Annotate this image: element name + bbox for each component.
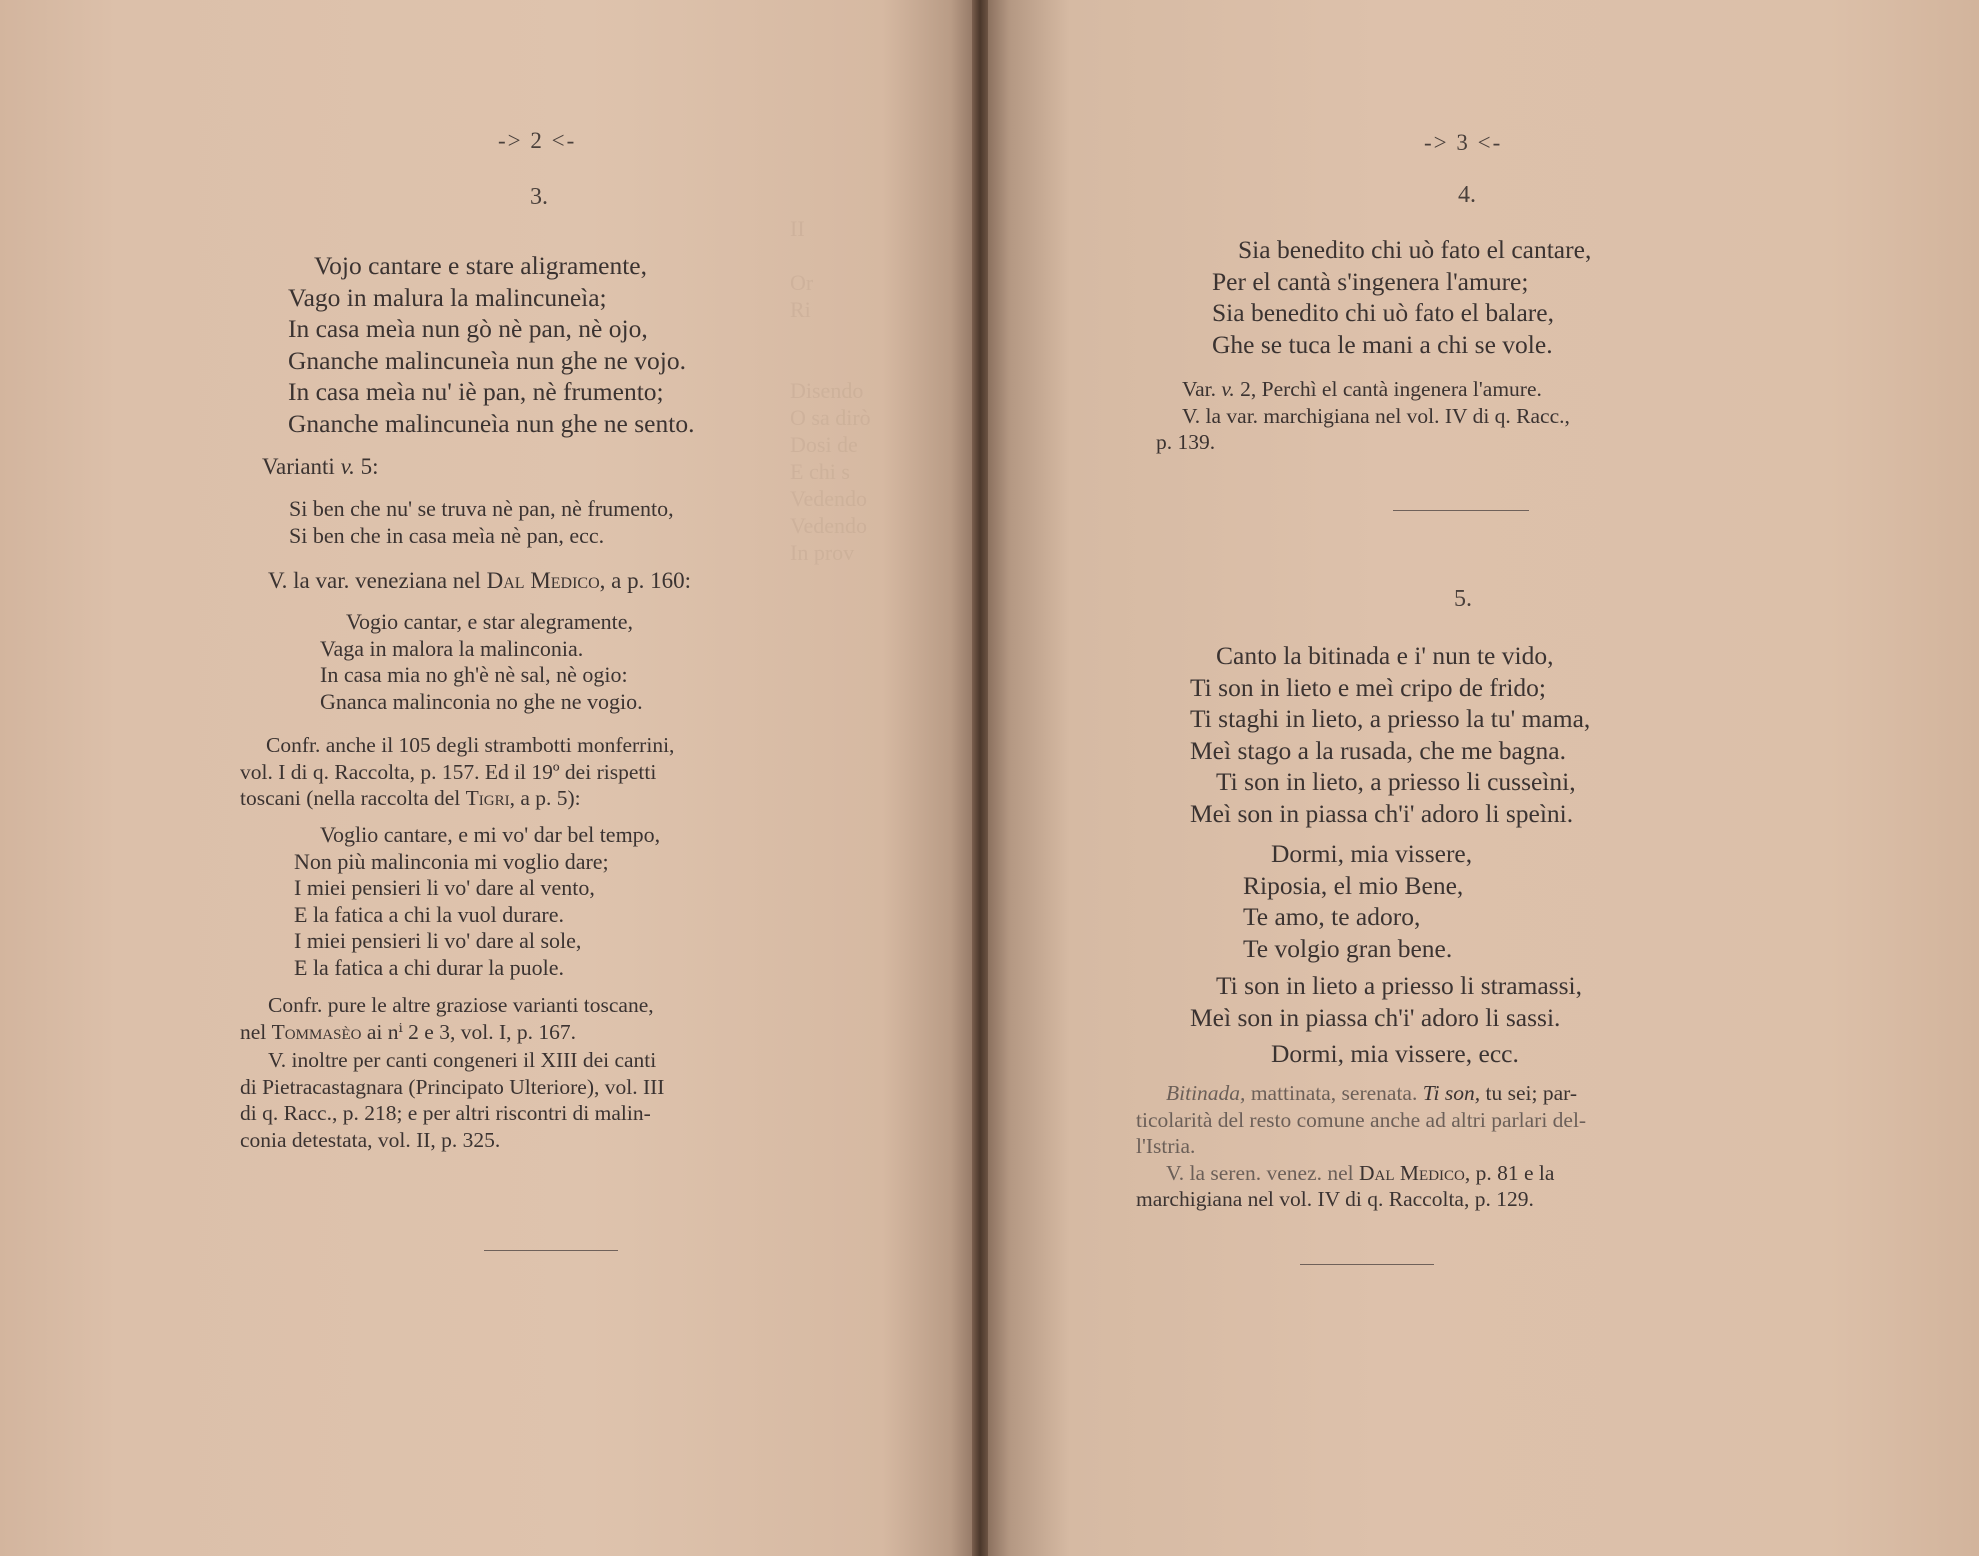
venetian-verses [320,609,643,715]
bleed-through-text: II Or Ri Disendo O sa dirò Dosi de E chi s Vedendo Vedendo In prov [790,216,871,565]
verse-line: Voglio cantare, e mi vo' dar bel tempo, [320,822,661,847]
verse-line: E la fatica a chi durar la puole. [294,954,564,980]
verse-line: Gnanche malincuneìa nun ghe ne vojo. [288,345,686,375]
poem-4-verses [1212,234,1591,360]
variant-verses [289,496,674,549]
poem-number: 3. [530,184,548,210]
verse-line: Meì son in piassa ch'i' adoro li speìni. [1190,798,1574,828]
confr-note-1: Confr. anche il 105 degli strambotti monferrini, vol. I di q. Raccolta, p. 157. Ed il 19º dei rispetti toscani (nella raccolta del Tigri, a p. 5): [240,733,675,810]
book-gutter [972,0,988,1556]
verse-line: Gnanca malinconia no ghe ne vogio. [320,688,643,714]
verse-line: Vogio cantar, e star alegramente, [346,609,634,634]
verse-line: I miei pensieri li vo' dare al vento, [294,875,595,900]
verse-line: Meì son in piassa ch'i' adoro li sassi. [1190,1002,1561,1032]
verse-line: Vago in malura la malincuneìa; [288,282,607,312]
verse-line: Ti son in lieto e meì cripo de frido; [1190,672,1547,702]
confr-note-2: Confr. pure le altre graziose varianti toscane, nel Tommasèo ai nⁱ 2 e 3, vol. I, p. 167. [240,993,654,1044]
verse-line: Per el cantà s'ingenera l'amure; [1212,266,1529,296]
verse-line: Dormi, mia vissere, [1271,839,1473,868]
verse-line: Riposia, el mio Bene, [1243,870,1464,900]
venetian-intro: V. la var. veneziana nel Dal Medico, a p. 160: [268,568,692,593]
page-number: -> 2 <- [498,128,577,153]
verse-line: In casa meìa nun gò nè pan, nè ojo, [288,314,648,344]
section-divider [1393,510,1529,511]
verse-line: Ghe se tuca le mani a chi se vole. [1212,329,1553,359]
verse-line: Sia benedito chi uò fato el cantare, [1238,235,1592,264]
poem-4-notes: Var. v. 2, Perchì el cantà ingenera l'amure. V. la var. marchigiana nel vol. IV di q. Racc., p. 139. [1156,377,1570,454]
poem-5-end-verses [1190,970,1582,1033]
verse-line: Sia benedito chi uò fato el balare, [1212,298,1554,328]
verse-line: E la fatica a chi la vuol durare. [294,901,564,927]
tuscan-verses [294,822,660,981]
verse-line: Ti son in lieto, a priesso li cusseìni, [1216,767,1576,797]
verse-line: Gnanche malincuneìa nun ghe ne sento. [288,408,695,438]
verse-line: Te amo, te adoro, [1243,902,1421,932]
verse-line: Canto la bitinada e i' nun te vido, [1216,641,1554,670]
verse-line: In casa mia no gh'è nè sal, nè ogio: [320,662,628,687]
poem-number: 5. [1454,586,1472,612]
verse-line: Vojo cantare e stare aligramente, [314,251,647,280]
verse-line: Ti son in lieto a priesso li stramassi, [1216,971,1582,1000]
section-divider [1300,1264,1434,1265]
right-page [980,0,1979,1556]
verse-line: Si ben che in casa meìa nè pan, ecc. [289,522,605,548]
verse-line: Si ben che nu' se truva nè pan, nè frumento, [289,496,674,521]
verse-line: Ti staghi in lieto, a priesso la tu' mama, [1190,704,1591,734]
refrain-verses [1243,838,1472,964]
page-number: -> 3 <- [1424,130,1503,155]
poem-number: 4. [1458,182,1476,208]
verse-line: Non più malinconia mi voglio dare; [294,848,609,874]
varianti-label: Varianti v. 5: [262,454,379,479]
verse-line: Vaga in malora la malinconia. [320,635,584,661]
poem-5-verses [1180,640,1590,830]
refrain-ecc: Dormi, mia vissere, ecc. [1271,1039,1519,1068]
section-divider [484,1250,618,1251]
poem-3-verses [288,250,694,440]
verse-line: In casa meìa nu' iè pan, nè frumento; [288,377,664,407]
verse-line: I miei pensieri li vo' dare al sole, [294,928,582,953]
poem-5-notes: Bitinada, mattinata, serenata. Ti son, tu sei; par- ticolarità del resto comune anche ad altri parlari del- l'Istria. V. la seren. venez. nel Dal Medico, p. 81 e la marchigiana nel vol. IV di q. Raccolta, p. 129. [1136,1081,1587,1211]
left-page [0,0,980,1556]
inoltre-note: V. inoltre per canti congeneri il XIII dei canti di Pietracastagnara (Principato Ulteriore), vol. III di q. Racc., p. 218; e per altri riscontri di malin- conia detestata, vol. II, p. 325. [240,1048,665,1152]
verse-line: Te volgio gran bene. [1243,933,1453,963]
verse-line: Meì stago a la rusada, che me bagna. [1190,735,1566,765]
